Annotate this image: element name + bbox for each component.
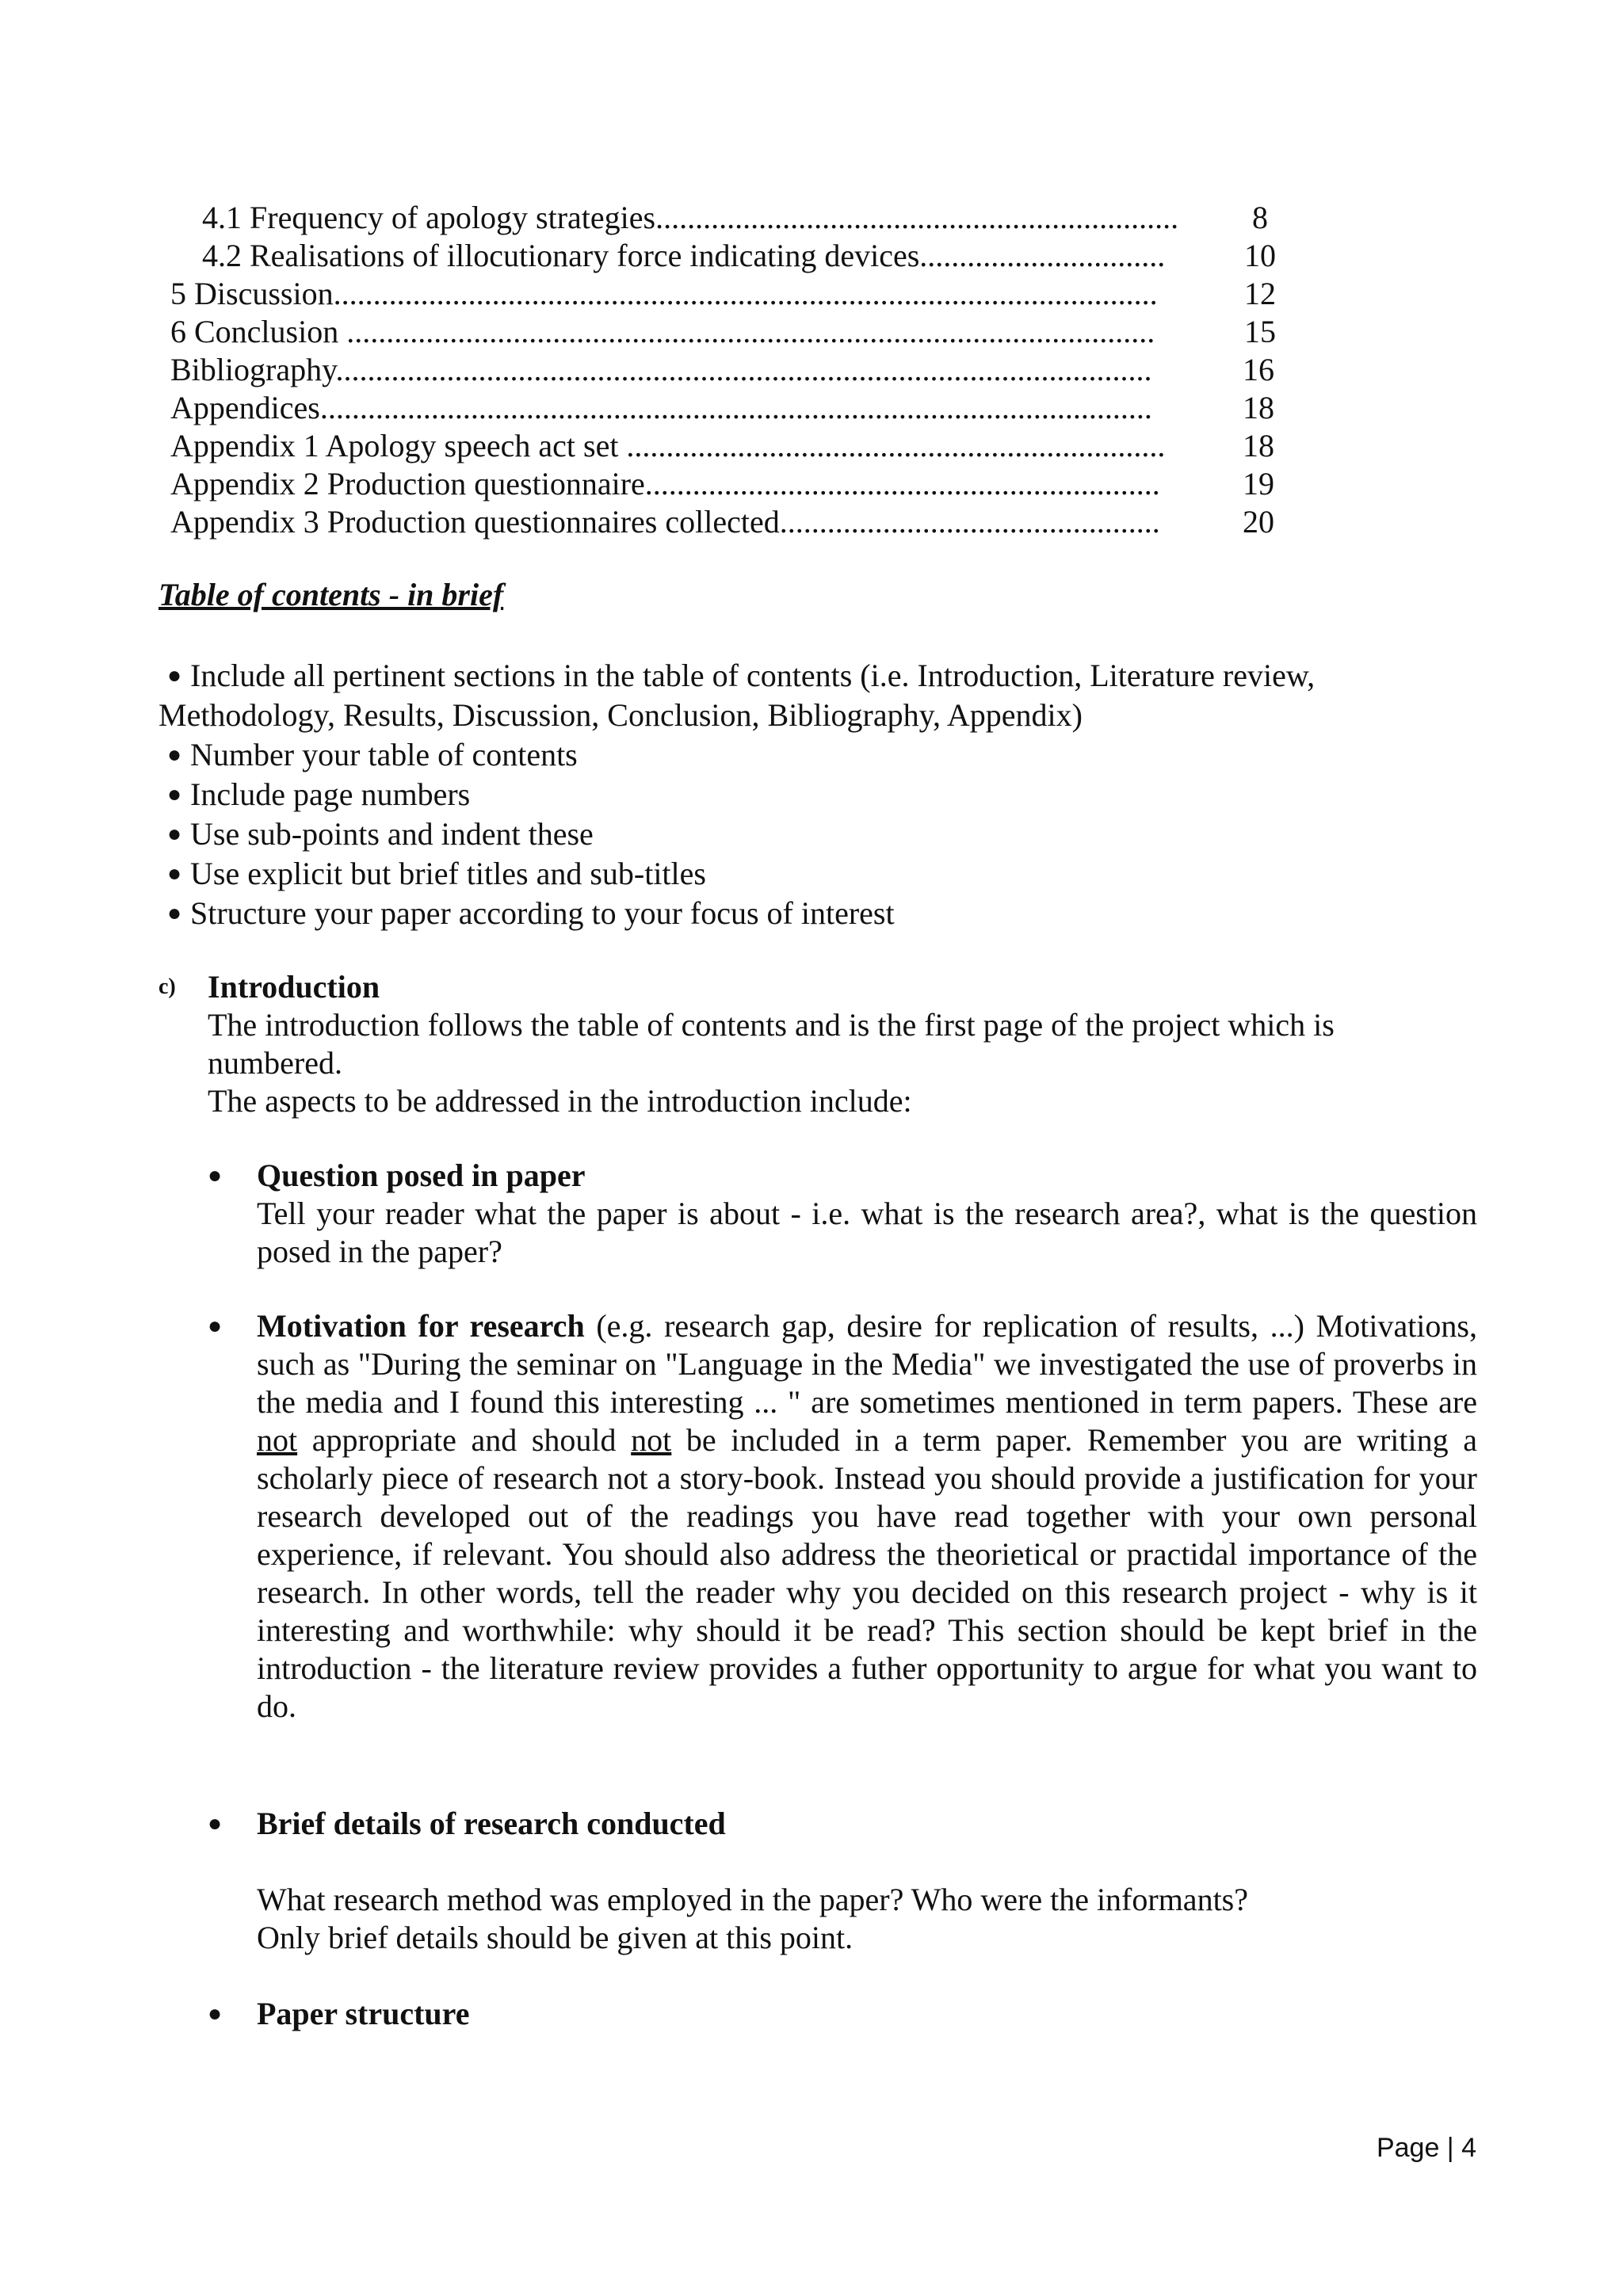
- list-item: [158, 735, 1466, 775]
- intro-paragraph: The introduction follows the table of contents and is the first page of the project which is numbered.: [208, 1007, 1335, 1081]
- toc-page-number: 16: [1243, 352, 1274, 387]
- list-item-text: Structure your paper according to your focus of interest: [190, 895, 895, 931]
- bullet-icon: ●: [208, 1162, 223, 1188]
- toc-brief-heading: Table of contents - in brief: [158, 577, 504, 612]
- toc-entry: 5 Discussion........................................................................................................: [170, 276, 1158, 311]
- toc-page-number: 12: [1244, 276, 1276, 311]
- bullet-icon: ●: [208, 1313, 223, 1339]
- bullet-icon: ●: [166, 860, 182, 887]
- toc-entry: 4.1 Frequency of apology strategies..................................................................: [202, 200, 1179, 235]
- toc-page-number: 18: [1243, 390, 1274, 425]
- text-fragment: (e.g. research gap, desire for replication of results, ...) Motivations, such as "During the seminar on "Language in the Media" we investigated the use of proverbs in the media and I found this interesting ... " are sometimes mentioned in term papers. These are: [257, 1308, 1477, 1420]
- item-text: What research method was employed in the paper? Who were the informants?: [257, 1882, 1248, 1917]
- bullet-icon: ●: [166, 662, 182, 688]
- toc-page-number: 8: [1252, 200, 1268, 235]
- bullet-icon: ●: [166, 781, 182, 807]
- list-item: [158, 775, 1466, 814]
- page-number-footer: Page | 4: [1376, 2133, 1476, 2163]
- text-emphasis: not: [631, 1422, 672, 1458]
- list-item: [158, 656, 1466, 696]
- bullet-icon: ●: [208, 1810, 223, 1836]
- introduction-body: [208, 1006, 1476, 1120]
- toc-entry: Appendix 1 Apology speech act set ....................................................................: [170, 428, 1166, 463]
- toc-page-number: 19: [1243, 466, 1274, 502]
- bullet-icon: ●: [166, 742, 182, 768]
- bullet-icon: ●: [208, 2000, 223, 2027]
- text-fragment: be included in a term paper. Remember you are writing a scholarly piece of research not a story-book. Instead you should provide a justification for your research developed out of the readings you have read together with your own personal experience, if relevant. You should also address the theorietical or practidal importance of the research. In other words, tell the reader why you decided on this research project - why is it interesting and worthwhile: why should it be read? This section should be kept brief in the introduction - the literature review provides a futher opportunity to argue for what you want to do.: [257, 1422, 1477, 1724]
- toc-page-number: 18: [1243, 428, 1274, 463]
- list-item-text: Include all pertinent sections in the table of contents (i.e. Introduction, Literature review,: [190, 658, 1316, 693]
- item-title: Question posed in paper: [257, 1158, 586, 1193]
- bullet-icon: ●: [166, 900, 182, 926]
- section-label: c): [158, 974, 176, 999]
- item-text: [257, 1307, 1477, 1726]
- list-item: [158, 814, 1466, 854]
- item-title: Motivation for research: [257, 1308, 585, 1344]
- item-title: Brief details of research conducted: [257, 1806, 726, 1841]
- toc-page-number: 15: [1244, 314, 1276, 349]
- toc-entry: Bibliography.......................................................................................................: [170, 352, 1152, 387]
- list-item: [158, 854, 1466, 894]
- toc-entry: Appendices.........................................................................................................: [170, 390, 1152, 425]
- list-item-text: Use sub-points and indent these: [190, 816, 594, 852]
- list-item-text: Use explicit but brief titles and sub-titles: [190, 856, 706, 891]
- intro-paragraph: The aspects to be addressed in the introduction include:: [208, 1083, 912, 1119]
- toc-page-number: 20: [1243, 504, 1274, 540]
- toc-entry: 4.2 Realisations of illocutionary force indicating devices...............................: [202, 238, 1166, 273]
- section-title: Introduction: [208, 969, 380, 1005]
- bullet-icon: ●: [166, 821, 182, 847]
- toc-entry: Appendix 3 Production questionnaires collected................................................: [170, 504, 1160, 540]
- list-item-continuation: Methodology, Results, Discussion, Conclusion, Bibliography, Appendix): [158, 697, 1083, 733]
- toc-page-number: 10: [1244, 238, 1276, 273]
- toc-entry: 6 Conclusion ......................................................................................................: [170, 314, 1155, 349]
- item-title: Paper structure: [257, 1996, 470, 2031]
- text-fragment: appropriate and should: [297, 1422, 632, 1458]
- list-item-text: Include page numbers: [190, 776, 471, 812]
- list-item-text: Number your table of contents: [190, 737, 578, 772]
- list-item: [158, 894, 1466, 933]
- item-text: Tell your reader what the paper is about - i.e. what is the research area?, what is the question posed in the paper?: [257, 1196, 1477, 1269]
- item-text: Only brief details should be given at this point.: [257, 1920, 854, 1955]
- toc-entry: Appendix 2 Production questionnaire.................................................................: [170, 466, 1160, 502]
- toc-brief-list: [158, 656, 1466, 933]
- text-emphasis: not: [257, 1422, 298, 1458]
